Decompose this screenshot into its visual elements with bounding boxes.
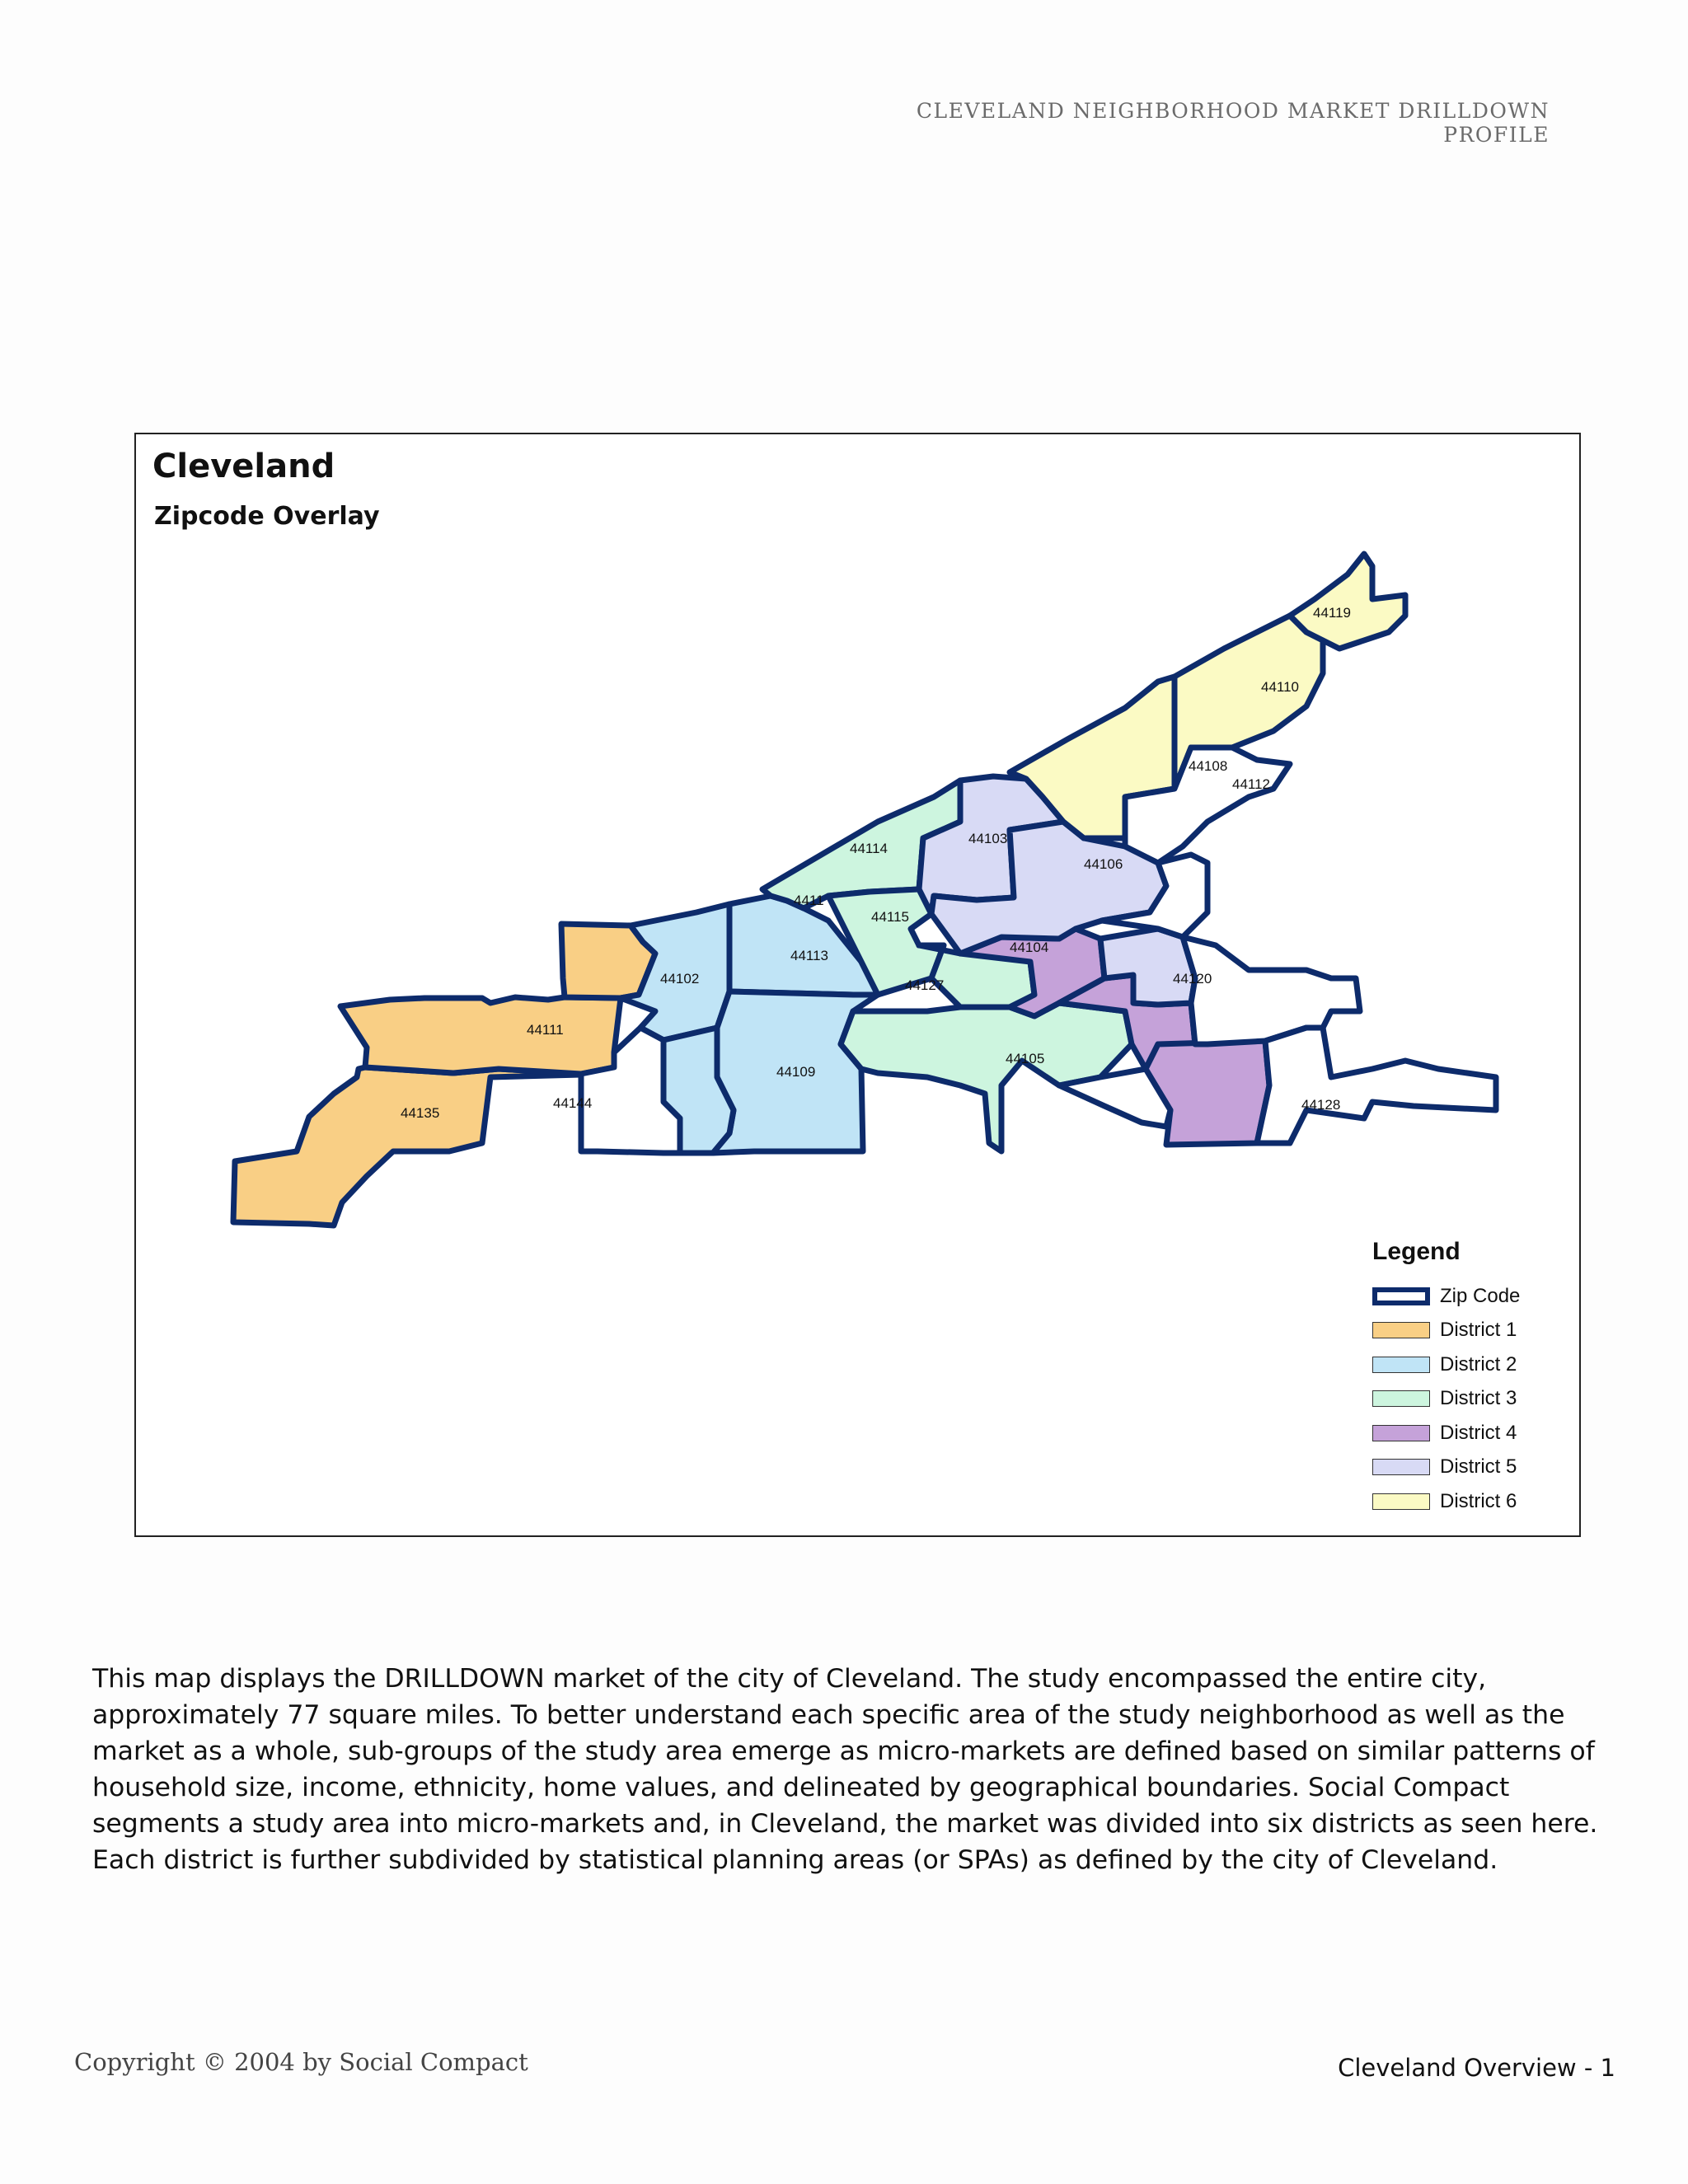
map-subtitle: Zipcode Overlay [154, 502, 380, 531]
map-legend [1372, 1238, 1570, 1519]
map-frame [134, 433, 1581, 1537]
zip-44119 [1290, 554, 1405, 649]
legend-item [1372, 1451, 1570, 1485]
page-label: Cleveland Overview - 1 [1338, 2054, 1615, 2082]
zip-44111 [340, 997, 621, 1074]
legend-label: District 3 [1440, 1387, 1517, 1410]
zip-label: 44106 [1084, 856, 1123, 872]
zip-label: 44135 [401, 1105, 440, 1121]
zip-label: 44110 [1261, 679, 1300, 695]
legend-item [1372, 1382, 1570, 1417]
copyright: Copyright © 2004 by Social Compact [74, 2048, 528, 2076]
zip-label: 44120 [1173, 971, 1212, 987]
zip-label: 44109 [776, 1064, 816, 1080]
zip-44128 [1257, 1028, 1496, 1143]
zip-label: 44144 [553, 1095, 593, 1111]
legend-swatch-district [1372, 1459, 1430, 1475]
zip-label: 44103 [968, 831, 1008, 846]
zip-label: 44111 [527, 1022, 564, 1038]
legend-swatch-district [1372, 1357, 1430, 1373]
map-title: Cleveland [152, 448, 335, 485]
zip-label: 44112 [1232, 776, 1271, 792]
legend-label: District 5 [1440, 1455, 1517, 1479]
zip-label: 44119 [1313, 605, 1352, 621]
zip-label: 44108 [1189, 758, 1228, 774]
description-paragraph: This map displays the DRILLDOWN market of the city of Cleveland. The study encompassed the entire city, approximately 77 square miles. To better understand each specific area of the study neighborhood as well as the market as a whole, sub-groups of the study area emerge as micro-markets are defined based on similar patterns of household size, income, ethnicity, home values, and delineated by geographical boundaries. Social Compact segments a study area into micro-markets and, in Cleveland, the market was divided into six districts as seen here. Each district is further subdivided by statistical planning areas (or SPAs) as defined by the city of Cleveland. [92, 1664, 1598, 1875]
zip-label: 4411 [794, 893, 824, 908]
zipcode-map [136, 434, 1579, 1535]
zip-label: 44115 [871, 909, 910, 925]
legend-swatch-district [1372, 1322, 1430, 1338]
legend-title: Legend [1372, 1238, 1461, 1265]
zip-label: 44113 [790, 948, 829, 963]
zip-label: 44127 [905, 977, 945, 993]
legend-item [1372, 1484, 1570, 1519]
legend-item [1372, 1347, 1570, 1382]
legend-item [1372, 1314, 1570, 1348]
zip-44135 [233, 1067, 581, 1226]
legend-label: District 1 [1440, 1319, 1517, 1342]
legend-label: District 4 [1440, 1421, 1517, 1444]
legend-swatch-district [1372, 1493, 1430, 1510]
legend-label: District 2 [1440, 1352, 1517, 1376]
legend-label: District 6 [1440, 1489, 1517, 1512]
legend-swatch-district [1372, 1425, 1430, 1441]
legend-item [1372, 1279, 1570, 1314]
zip-label: 44114 [850, 841, 889, 856]
zip-label: 44105 [1006, 1051, 1045, 1066]
zip-label: 44104 [1010, 940, 1049, 955]
legend-swatch-zip-code [1372, 1287, 1430, 1305]
legend-swatch-district [1372, 1390, 1430, 1407]
zip-label: 44102 [660, 971, 700, 987]
legend-label: Zip Code [1440, 1284, 1521, 1307]
legend-item [1372, 1416, 1570, 1451]
zip-label: 44128 [1301, 1097, 1341, 1113]
running-header: CLEVELAND NEIGHBORHOOD MARKET DRILLDOWN PROFILE [916, 99, 1550, 147]
